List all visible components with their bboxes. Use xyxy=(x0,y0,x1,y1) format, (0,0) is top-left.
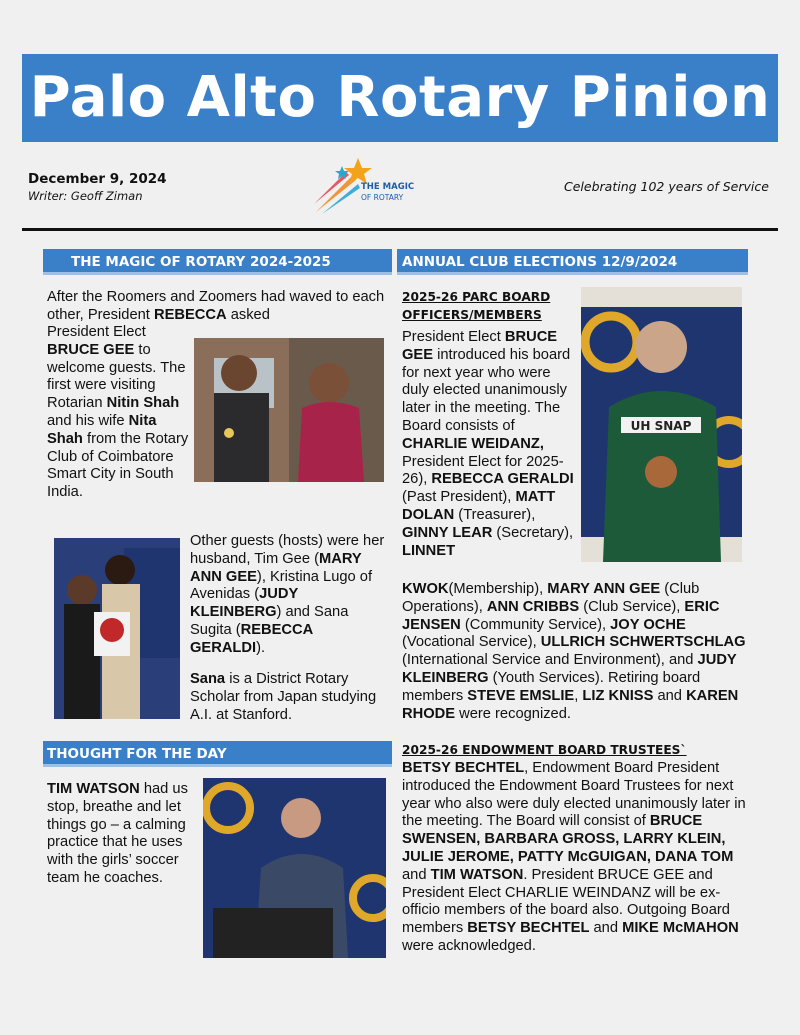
text-run: asked xyxy=(226,306,270,323)
writer-credit: Writer: Geoff Ziman xyxy=(28,189,143,203)
name-nita-shah: Nita Shah xyxy=(47,412,157,447)
logo-text-line2: OF ROTARY xyxy=(361,193,404,202)
text-run: (Treasurer), xyxy=(454,506,536,523)
text-run: were acknowledged. xyxy=(402,937,536,954)
name-ann-cribbs: ANN CRIBBS xyxy=(486,598,580,615)
magic-intro-paragraph xyxy=(47,289,387,325)
name-steve-emslie: STEVE EMSLIE xyxy=(467,687,575,704)
name-sana: Sana xyxy=(190,671,226,687)
name-bruce-gee: BRUCE GEE xyxy=(47,341,135,358)
photo-visiting-couple xyxy=(194,338,384,482)
scholar-paragraph xyxy=(190,671,385,724)
text-run: ), Kristina Lugo of Avenidas ( xyxy=(190,568,373,603)
text-run: and xyxy=(402,866,431,883)
section-heading-magic: THE MAGIC OF ROTARY 2024-2025 xyxy=(43,249,392,275)
name-ullrich-schwertschlag: ULLRICH SCHWERTSCHLAG xyxy=(540,634,746,651)
parc-board-paragraph-bottom xyxy=(402,581,748,723)
name-joy-oche: JOY OCHE xyxy=(610,616,686,633)
header-divider xyxy=(22,228,778,231)
photo-guests xyxy=(54,538,180,719)
name-rebecca-geraldi: REBECCA GERALDI xyxy=(431,471,574,488)
name-charlie-weidanz: CHARLIE WEIDANZ, xyxy=(402,435,544,452)
endowment-board-paragraph xyxy=(402,760,748,956)
text-run: (Club Service), xyxy=(579,598,685,615)
text-run: (Community Service), xyxy=(460,616,611,633)
text-run: President Elect for 2025-26), xyxy=(402,453,564,488)
name-judy-kleinberg: JUDY KLEINBERG xyxy=(402,652,737,686)
text-run: President Elect xyxy=(402,329,505,345)
photo-tim-watson xyxy=(203,778,386,958)
issue-date: December 9, 2024 xyxy=(28,171,167,187)
name-kwok: KWOK xyxy=(402,581,449,597)
text-run: and xyxy=(653,687,687,704)
text-run: After the Roomers and Zoomers had waved to each other, President xyxy=(47,289,385,323)
logo-text-line1: THE MAGIC xyxy=(361,182,415,192)
name-bruce-gee: BRUCE GEE xyxy=(402,329,558,363)
text-run: . President BRUCE GEE and President Elect CHARLIE WEINDANZ will be ex-officio members of the board also. Outgoing Board members xyxy=(402,866,730,937)
text-run: (Club Operations), xyxy=(402,581,700,615)
text-run: had us stop, breathe and let things go – a calming practice that he uses with the girls’ soccer team he coaches. xyxy=(47,781,188,886)
text-run: ) and Sana Sugita ( xyxy=(190,604,349,638)
thought-paragraph xyxy=(47,781,195,888)
shirt-text: UH SNAP xyxy=(630,419,692,433)
endowment-board-heading: 2025-26 ENDOWMENT BOARD TRUSTEES` xyxy=(402,743,687,757)
tagline: Celebrating 102 years of Service xyxy=(564,179,769,194)
name-mike-mcmahon: MIKE McMAHON xyxy=(622,920,739,937)
name-ginny-lear: GINNY LEAR xyxy=(402,524,493,541)
text-run: , Endowment Board President introduced the Endowment Board Trustees for next year who also were duly elected unanimously later in the meeting. The Board will consist of xyxy=(402,760,746,830)
text-run: were recognized. xyxy=(455,705,571,722)
text-run: to welcome guests. The first were visiting Rotarian xyxy=(47,341,186,412)
name-karen-rhode: KAREN RHODE xyxy=(402,687,739,722)
name-betsy-bechtel: BETSY BECHTEL xyxy=(402,760,525,776)
text-run: (Past President), xyxy=(402,489,516,506)
text-run: Other guests (hosts) were her husband, Tim Gee ( xyxy=(190,533,385,567)
magic-guests-paragraph xyxy=(47,324,189,502)
name-nitin-shah: Nitin Shah xyxy=(106,395,180,412)
name-betsy-bechtel: BETSY BECHTEL xyxy=(467,920,590,937)
text-run: ). xyxy=(256,639,266,656)
text-run: and his wife xyxy=(47,412,129,429)
text-run: (Youth Services). Retiring board members xyxy=(402,669,701,704)
text-run: (Secretary), xyxy=(492,524,574,541)
name-matt-dolan: MATT DOLAN xyxy=(402,489,556,523)
photo-bruce-gee xyxy=(581,287,742,562)
parc-board-paragraph-top xyxy=(402,329,574,560)
name-linnet: LINNET xyxy=(402,542,456,559)
name-judy-kleinberg: JUDY KLEINBERG xyxy=(190,586,299,621)
name-mary-ann-gee: MARY ANN GEE xyxy=(547,581,661,597)
text-run: (Membership), xyxy=(448,581,548,597)
text-run: and xyxy=(589,920,623,937)
text-run: (International Service and Environment), and xyxy=(402,652,698,669)
endowment-trustee-names: BRUCE SWENSEN, BARBARA GROSS, LARRY KLEIN, JULIE JEROME, PATTY McGUIGAN, DANA TOM xyxy=(402,813,734,865)
magic-of-rotary-logo xyxy=(312,154,422,216)
name-rebecca-geraldi: REBECCA GERALDI xyxy=(190,621,313,656)
other-guests-paragraph xyxy=(190,533,385,658)
name-eric-jensen: ERIC JENSEN xyxy=(402,598,720,633)
section-heading-elections: ANNUAL CLUB ELECTIONS 12/9/2024 xyxy=(397,249,748,275)
parc-board-heading: 2025-26 PARC BOARD OFFICERS/MEMBERS xyxy=(402,290,551,322)
text-run: , xyxy=(574,687,583,704)
text-run: (Vocational Service), xyxy=(402,634,541,651)
name-rebecca: REBECCA xyxy=(153,306,227,323)
text-run: introduced his board for next year who were duly elected unanimously later in the meeting. The Board consists of xyxy=(402,346,571,434)
text-run: President Elect xyxy=(47,324,146,340)
name-mary-ann-gee: MARY ANN GEE xyxy=(190,550,362,585)
name-liz-kniss: LIZ KNISS xyxy=(582,687,654,704)
text-run: from the Rotary Club of Coimbatore Smart City in South India. xyxy=(47,430,189,501)
masthead-banner xyxy=(22,54,778,142)
newsletter-title: Palo Alto Rotary Pinion xyxy=(29,65,771,130)
text-run: is a District Rotary Scholar from Japan studying A.I. at Stanford. xyxy=(190,671,377,723)
name-tim-watson: TIM WATSON xyxy=(430,866,524,883)
section-heading-thought: THOUGHT FOR THE DAY xyxy=(43,741,392,767)
name-tim-watson: TIM WATSON xyxy=(47,781,140,797)
